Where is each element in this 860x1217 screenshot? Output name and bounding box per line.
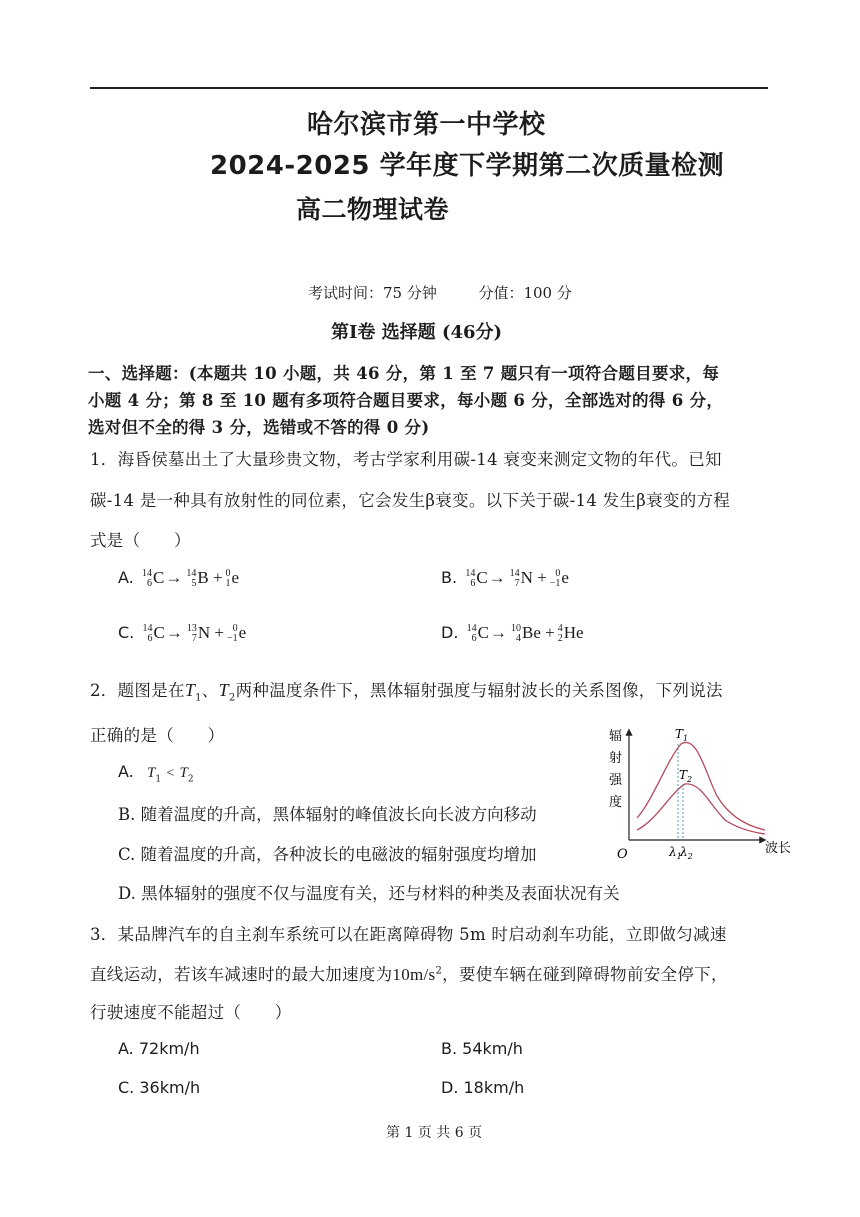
q3-stem-line-2: 直线运动，若该车减速时的最大加速度为$10m/s^2$，要使车辆在碰到障碍物前安全停下， xyxy=(90,965,728,984)
q3-option-c[interactable]: C. 36km/h xyxy=(118,1078,201,1097)
school-name: 哈尔滨市第一中学校 xyxy=(307,110,546,140)
paper-title: 高二物理试卷 xyxy=(296,195,450,224)
q1-stem-line-1: 1．海昏侯墓出土了大量珍贵文物，考古学家利用碳-14 衰变来测定文物的年代。已知 xyxy=(90,450,722,469)
curve-t2-label: $T_2$ xyxy=(679,768,693,784)
exam-info xyxy=(308,282,572,303)
q3-stem-line-1: 3．某品牌汽车的自主刹车系统可以在距离障碍物 5m 时启动刹车功能，立即做匀减速 xyxy=(90,925,727,944)
time-value: 75 分钟 xyxy=(383,284,437,302)
q1-option-a[interactable]: A. 14 6 C→ 14 5 B + 0 1 e xyxy=(118,568,240,590)
curve-t1 xyxy=(637,742,765,830)
option-letter: D. xyxy=(441,623,459,642)
y-axis-label-char: 辐 xyxy=(609,729,623,744)
top-rule xyxy=(90,87,768,89)
q1-stem-line-3: 式是（ ） xyxy=(90,531,191,550)
q2-option-b[interactable]: B. 随着温度的升高，黑体辐射的峰值波长向长波方向移动 xyxy=(118,805,537,824)
x-axis-label: 波长 xyxy=(765,841,792,856)
q3-option-a[interactable]: A. 72km/h xyxy=(118,1039,200,1058)
instructions-line-3: 选对但不全的得 3 分，选错或不答的得 0 分) xyxy=(88,418,430,437)
q3-option-d[interactable]: D. 18km/h xyxy=(441,1078,525,1097)
q1-option-d[interactable]: D. 14 6 C→ 10 4 Be + 4 2 He xyxy=(441,623,584,645)
time-label: 考试时间： xyxy=(308,284,384,302)
exam-title: 2024-2025 学年度下学期第二次质量检测 xyxy=(210,151,725,181)
option-letter: C. xyxy=(118,623,135,642)
q1-option-c[interactable]: C. 14 6 C→ 13 7 N + 0 −1 e xyxy=(118,623,247,645)
y-axis-label-char: 强 xyxy=(609,773,623,788)
section-title: 第Ⅰ卷 选择题 (46分) xyxy=(331,322,503,343)
q3-stem-line-3: 行驶速度不能超过（ ） xyxy=(90,1003,292,1022)
y-axis-label xyxy=(609,729,623,810)
curve-t2 xyxy=(637,784,765,834)
origin-label: O xyxy=(617,847,628,862)
option-letter: B. xyxy=(441,568,458,587)
option-letter: A. xyxy=(118,568,134,587)
lambda1-label: $\lambda_1$ xyxy=(669,845,682,861)
q2-option-a[interactable]: A. $T_1 < T_2$ xyxy=(118,762,194,785)
lambda2-label: $\lambda_2$ xyxy=(680,845,693,861)
page-footer: 第 1 页 共 6 页 xyxy=(386,1125,483,1141)
score-value: 100 分 xyxy=(523,284,572,302)
score-label: 分值： xyxy=(478,284,524,302)
instructions-line-2: 小题 4 分；第 8 至 10 题有多项符合题目要求，每小题 6 分，全部选对的得 6 分， xyxy=(88,391,724,410)
q2-stem-line-1: 2．题图是在$T_1$、$T_2$两种温度条件下，黑体辐射强度与辐射波长的关系图像，下列说法 xyxy=(90,680,723,704)
q1-stem-line-2: 碳-14 是一种具有放射性的同位素，它会发生β衰变。以下关于碳-14 发生β衰变的方程 xyxy=(90,491,731,510)
instructions-line-1: 一、选择题：(本题共 10 小题，共 46 分，第 1 至 7 题只有一项符合题目要求，每 xyxy=(88,364,720,383)
q2-stem-line-2: 正确的是（ ） xyxy=(90,726,225,745)
q2-option-d[interactable]: D. 黑体辐射的强度不仅与温度有关，还与材料的种类及表面状况有关 xyxy=(118,884,620,903)
blackbody-radiation-figure xyxy=(605,720,805,870)
y-axis-label-char: 度 xyxy=(609,795,623,810)
curve-t1-label: $T_1$ xyxy=(675,727,689,743)
q3-option-b[interactable]: B. 54km/h xyxy=(441,1039,523,1058)
q1-option-b[interactable]: B. 14 6 C→ 14 7 N + 0 −1 e xyxy=(441,568,569,590)
q2-option-c[interactable]: C. 随着温度的升高，各种波长的电磁波的辐射强度均增加 xyxy=(118,845,537,864)
y-axis-label-char: 射 xyxy=(609,751,623,766)
